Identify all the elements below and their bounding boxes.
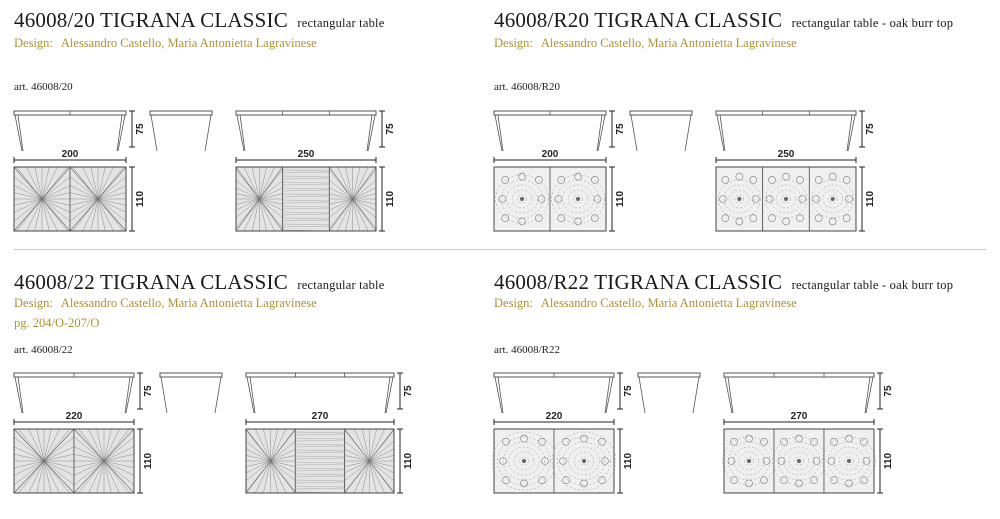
burr-center [582,459,586,463]
burr-center [737,197,741,201]
dimension-label: 110 [883,452,894,470]
product-code: 46008/R20 [494,8,590,32]
side-leg [631,115,691,151]
drawing-group-46008-20 [14,111,396,231]
table-leg [597,115,605,151]
article-label: art. 46008/20 [14,81,73,93]
table-leg [117,115,125,151]
product-name: TIGRANA CLASSIC [100,270,288,294]
length-label: 200 [541,149,559,160]
dimension-label: 75 [143,385,154,397]
article-label: art. 46008/22 [14,344,73,356]
table-leg [247,377,255,413]
side-top-edge [638,373,700,377]
product-subtitle: rectangular table - oak burr top [791,278,954,292]
side-top-edge [150,111,212,115]
product-code: 46008/22 [14,270,95,294]
table-leg [495,377,503,413]
side-top-edge [630,111,692,115]
burr-center [520,197,524,201]
burr-center [784,197,788,201]
side-leg [151,115,211,151]
table-leg [367,115,375,151]
designers: Alessandro Castello, Maria Antonietta Lagravinese [60,36,317,50]
dimension-label: 110 [403,452,414,470]
dimension-label: 110 [385,190,396,208]
drawing-group-46008-22 [14,373,414,493]
design-label: Design: [14,296,53,310]
length-label: 220 [545,411,563,422]
side-top-edge [160,373,222,377]
table-leg [847,115,855,151]
length-label: 220 [65,411,83,422]
design-label: Design: [14,36,53,50]
drawing-group-46008-r22 [492,373,894,493]
dimension-label: 110 [623,452,634,470]
length-label: 250 [777,149,795,160]
product-name: TIGRANA CLASSIC [594,8,783,32]
product-subtitle: rectangular table [297,278,385,292]
tabletop-edge [716,111,856,115]
designers: Alessandro Castello, Maria Antonietta Lagravinese [540,296,797,310]
burr-center [831,197,835,201]
designers: Alessandro Castello, Maria Antonietta Lagravinese [60,296,317,310]
tabletop-edge [724,373,874,377]
length-label: 200 [61,149,79,160]
burr-center [747,459,751,463]
table-leg [237,115,245,151]
design-label: Design: [494,296,533,310]
tabletop-edge [236,111,376,115]
design-label: Design: [494,36,533,50]
product-subtitle: rectangular table [297,16,385,30]
table-leg [605,377,613,413]
burr-center [522,459,526,463]
burr-center [797,459,801,463]
product-subtitle: rectangular table - oak burr top [791,16,954,30]
side-leg [639,377,699,413]
tabletop-edge [246,373,394,377]
dimension-label: 110 [865,190,876,208]
burr-center [576,197,580,201]
dimension-label: 110 [135,190,146,208]
dimension-label: 110 [615,190,626,208]
product-code: 46008/20 [14,8,95,32]
length-label: 270 [790,411,808,422]
dimension-label: 75 [883,385,894,397]
length-label: 250 [297,149,315,160]
table-leg [15,377,23,413]
table-leg [495,115,503,151]
article-label: art. 46008/R22 [494,344,560,356]
drawing-group-46008-r20 [494,111,876,231]
dimension-label: 75 [865,123,876,135]
table-leg [717,115,725,151]
side-leg [161,377,221,413]
product-name: TIGRANA CLASSIC [594,270,783,294]
table-leg [385,377,393,413]
dimension-label: 75 [135,123,146,135]
dimension-label: 75 [385,123,396,135]
dimension-label: 75 [403,385,414,397]
table-leg [15,115,23,151]
dimension-label: 110 [143,452,154,470]
page-reference: pg. 204/O-207/O [14,316,100,330]
dimension-label: 75 [615,123,626,135]
dimension-label: 75 [623,385,634,397]
product-name: TIGRANA CLASSIC [100,8,288,32]
table-leg [865,377,873,413]
product-code: 46008/R22 [494,270,590,294]
burr-center [847,459,851,463]
table-leg [725,377,733,413]
length-label: 270 [311,411,329,422]
article-label: art. 46008/R20 [494,81,560,93]
table-leg [125,377,133,413]
designers: Alessandro Castello, Maria Antonietta Lagravinese [540,36,797,50]
